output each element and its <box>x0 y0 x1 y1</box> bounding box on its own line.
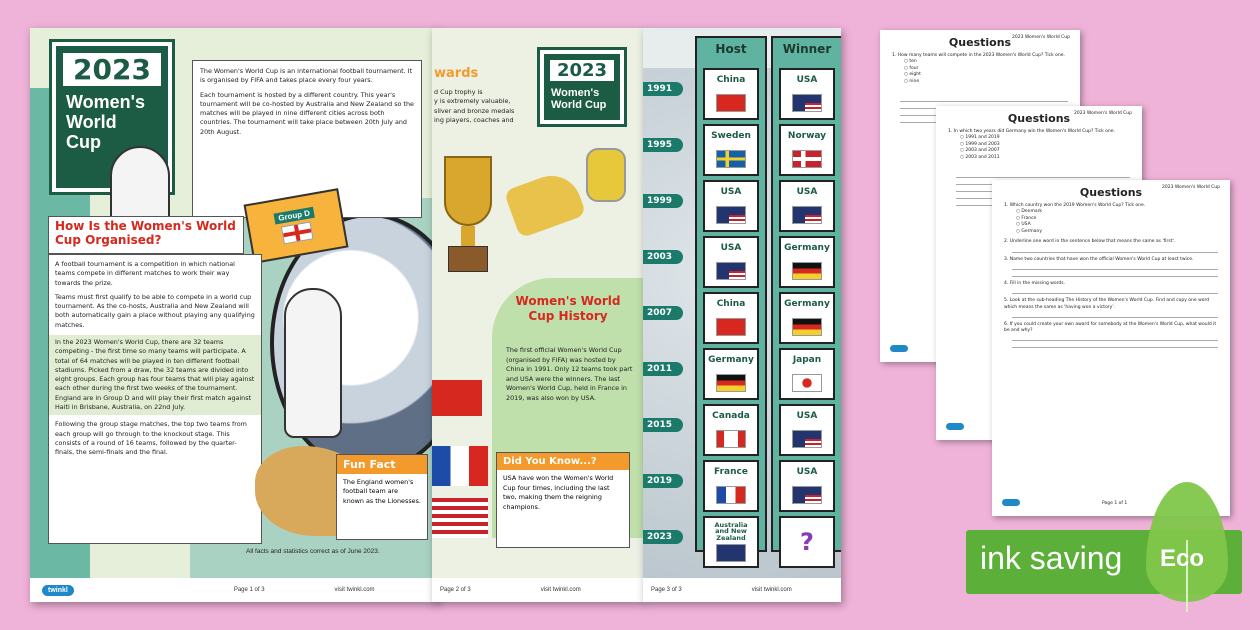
question-text: 1. Which country won the 2019 Women's World Cup? Tick one. <box>1004 203 1146 208</box>
host-name: USA <box>720 187 742 198</box>
page-footer <box>30 578 438 602</box>
player-illustration <box>110 146 170 226</box>
host-name: Canada <box>712 411 750 422</box>
usa-flag-icon <box>792 486 822 504</box>
year-label: 1999 <box>643 194 683 208</box>
year-label: 2015 <box>643 418 683 432</box>
section-heading: How Is the Women's World Cup Organised? <box>55 219 236 247</box>
sheet-subtitle: 2023 Women's World Cup <box>1073 111 1132 116</box>
question-text: 1. In which two years did Germany win the Women's World Cup? Tick one. <box>948 129 1115 134</box>
winner-cell <box>779 180 835 232</box>
gloves-icon <box>586 148 626 202</box>
host-name: China <box>716 75 746 86</box>
answer-option[interactable]: ○ eight <box>904 72 1068 79</box>
organised-text-box <box>48 254 262 544</box>
winner-cell <box>779 460 835 512</box>
year-label: 2003 <box>643 250 683 264</box>
awards-line: y is extremely valuable, <box>434 97 511 106</box>
highlight-paragraph: In the 2023 Women's World Cup, there are 32 teams competing - the first time so many teams will participate. A total of 64 matches will be played in ten different football stadiums. Picked from a draw, the 32 teams are divided into eight groups. Each group has four teams that will play against each other during the first two weeks of the tournament. England are in Group D and will play their first match against Haiti in Brisbane, Australia, on 22nd July. <box>49 335 261 415</box>
answer-option[interactable]: ○ ten <box>904 59 1068 66</box>
host-name: Germany <box>708 355 754 366</box>
section-heading-box <box>48 216 244 254</box>
title-line: Cup <box>66 131 101 152</box>
winner-name: ? <box>800 528 814 556</box>
answer-option[interactable]: ○ Germany <box>1016 229 1218 236</box>
question-text: 6. If you could create your own award for somebody at the Women's World Cup, what would it be and why? <box>1004 321 1217 334</box>
usa-flag-icon <box>716 206 746 224</box>
awards-line: d Cup trophy is <box>434 88 483 96</box>
usa-flag-icon <box>792 206 822 224</box>
usa-flag-icon <box>716 262 746 280</box>
host-cell <box>703 180 759 232</box>
year-label: 2019 <box>643 474 683 488</box>
winner-header: Winner <box>782 42 832 56</box>
question-text: 4. Fill in the missing words. <box>1004 280 1066 286</box>
winner-name: Germany <box>784 299 830 310</box>
twinkl-logo <box>1002 499 1020 506</box>
winner-cell <box>779 404 835 456</box>
ticket-label: Group D <box>274 207 315 225</box>
sheet-subtitle: 2023 Women's World Cup <box>1161 185 1220 190</box>
question-text: 1. How many teams will compete in the 2023 Women's World Cup? Tick one. <box>892 53 1065 58</box>
year-label: 2023 <box>643 530 683 544</box>
twinkl-logo <box>946 423 964 430</box>
host-cell <box>703 124 759 176</box>
host-cell <box>703 460 759 512</box>
awards-line: ing players, coaches and <box>434 115 514 124</box>
year-label: 2007 <box>643 306 683 320</box>
winner-name: Norway <box>787 131 827 142</box>
answer-line[interactable] <box>1012 341 1218 348</box>
winner-name: USA <box>796 187 818 198</box>
title-line: World <box>66 111 117 132</box>
did-you-know-box <box>496 452 630 548</box>
year-label: 1991 <box>643 82 683 96</box>
sweden-flag-icon <box>716 150 746 168</box>
host-cell <box>703 292 759 344</box>
england-flag-icon <box>281 221 314 244</box>
host-name: USA <box>720 243 742 254</box>
answer-option[interactable]: ○ Denmark <box>1016 209 1218 216</box>
china-flag-icon <box>716 94 746 112</box>
winner-cell <box>779 124 835 176</box>
page-number: Page 1 of 1 <box>1102 501 1128 506</box>
page-number: Page 1 of 3 <box>233 587 265 593</box>
body-paragraph: A football tournament is a competition in which national teams compete in different matches to work their way towards the prize. <box>55 260 235 287</box>
winner-cell <box>779 348 835 400</box>
body-paragraph: Teams must first qualify to be able to compete in a world cup tournament. As the co-hosts, Australia and New Zealand will both automatically gain a place without playing any qualifying matches. <box>55 292 255 329</box>
germany-flag-icon <box>792 262 822 280</box>
answer-option[interactable]: ○ 1999 and 2003 <box>960 142 1130 149</box>
china-flag-icon <box>432 380 482 416</box>
germany-flag-icon <box>716 374 746 392</box>
question-text: 2. Underline one word in the sentence below that means the same as 'first'. <box>1004 239 1176 245</box>
year-label: 2011 <box>643 362 683 376</box>
title-year: 2023 <box>547 57 617 84</box>
usa-flag-icon <box>432 498 488 538</box>
did-you-know-title: Did You Know...? <box>497 453 629 470</box>
france-flag-icon <box>716 486 746 504</box>
trophy-icon <box>444 156 492 280</box>
eco-label: Eco <box>1160 545 1205 572</box>
facts-note: All facts and statistics correct as of June 2023. <box>246 548 380 555</box>
host-name: China <box>716 299 746 310</box>
answer-option[interactable]: ○ four <box>904 66 1068 73</box>
canada-flag-icon <box>716 430 746 448</box>
answer-line[interactable] <box>1012 246 1218 253</box>
sheet-title: Questions <box>1007 112 1071 125</box>
host-name: Australia and New Zealand <box>714 520 748 542</box>
answer-option[interactable]: ○ France <box>1016 216 1218 223</box>
answer-line[interactable] <box>1012 287 1218 294</box>
intro-paragraph: Each tournament is hosted by a different country. This year's tournament will be co-hosted by Australia and New Zealand so the matches will be played in nine different cities across both countries. The tournament will take place between 20th July and 20th August. <box>200 90 414 136</box>
host-name: France <box>714 467 748 478</box>
did-you-know-text: USA have won the Women's World Cup four times, including the last two, making them the reigning champions. <box>503 474 614 511</box>
germany-flag-icon <box>792 318 822 336</box>
awards-line: silver and bronze medals <box>434 106 515 115</box>
sheet-title: Questions <box>948 36 1012 49</box>
winner-name: USA <box>796 411 818 422</box>
title-line: World Cup <box>551 99 607 111</box>
usa-flag-icon <box>792 94 822 112</box>
fun-fact-text: The England women's football team are known as the Lionesses. <box>343 478 421 505</box>
player-illustration <box>284 288 342 438</box>
history-heading: Women's World Cup History <box>515 294 621 323</box>
title-box <box>540 50 624 124</box>
answer-option[interactable]: ○ nine <box>904 79 1068 86</box>
page-footer <box>643 578 841 602</box>
winner-cell <box>779 236 835 288</box>
boot-icon <box>504 168 587 239</box>
japan-flag-icon <box>792 374 822 392</box>
worksheet-page-1 <box>30 28 438 602</box>
site-link: visit twinkl.com <box>540 587 581 593</box>
answer-line[interactable] <box>1012 311 1218 318</box>
answer-option[interactable]: ○ 2003 and 2011 <box>960 155 1130 162</box>
page-footer <box>432 578 644 602</box>
host-header: Host <box>715 42 747 56</box>
fun-fact-box <box>336 454 428 540</box>
ink-saving-label: ink saving <box>980 540 1123 576</box>
worksheet-page-2 <box>432 28 644 602</box>
page-number: Page 3 of 3 <box>651 587 682 593</box>
aus-nz-flag-icon <box>716 544 746 562</box>
china-flag-icon <box>716 318 746 336</box>
winner-name: Japan <box>792 355 822 366</box>
winner-name: USA <box>796 467 818 478</box>
site-link: visit twinkl.com <box>334 587 375 593</box>
host-cell <box>703 404 759 456</box>
title-line: Women's <box>66 92 145 112</box>
answer-line[interactable] <box>1012 263 1218 270</box>
usa-flag-icon <box>792 430 822 448</box>
norway-flag-icon <box>792 150 822 168</box>
sheet-subtitle: 2023 Women's World Cup <box>1011 35 1070 40</box>
title-line: Women's <box>551 87 600 99</box>
twinkl-logo <box>890 345 908 352</box>
host-cell <box>703 516 759 568</box>
winner-cell <box>779 516 835 568</box>
worksheet-page-3 <box>643 28 841 602</box>
history-text: The first official Women's World Cup (organised by FIFA) was hosted by China in 1991. Only 12 teams took part and USA were the winners. The last Women's World Cup, held in France in 2019, was also won by USA. <box>506 346 633 403</box>
awards-text <box>434 88 514 125</box>
answer-line[interactable] <box>1012 270 1218 277</box>
france-flag-icon <box>432 446 488 486</box>
host-cell <box>703 348 759 400</box>
answer-line[interactable] <box>1012 334 1218 341</box>
answer-option[interactable]: ○ 2003 and 2007 <box>960 148 1130 155</box>
body-paragraph: Following the group stage matches, the top two teams from each group will go through to the knockout stage. This consists of a round of 16 teams, followed by the quarter-finals, the semi-finals and the final. <box>55 420 247 457</box>
sheet-title: Questions <box>1079 186 1143 199</box>
host-cell <box>703 68 759 120</box>
page-number: Page 2 of 3 <box>440 587 471 593</box>
title-year: 2023 <box>60 50 164 89</box>
year-label: 1995 <box>643 138 683 152</box>
answer-option[interactable]: ○ 1991 and 2019 <box>960 135 1130 142</box>
question-text: 3. Name two countries that have won the official Women's World Cup at least twice. <box>1004 256 1194 262</box>
twinkl-logo: twinkl <box>42 585 74 596</box>
fun-fact-title: Fun Fact <box>337 455 427 474</box>
site-link: visit twinkl.com <box>751 587 792 593</box>
question-sheet-3 <box>992 180 1230 516</box>
winner-cell <box>779 68 835 120</box>
host-cell <box>703 236 759 288</box>
intro-paragraph: The Women's World Cup is an international football tournament. It is organised by FIFA and takes place every four years. <box>200 67 413 85</box>
host-name: Sweden <box>711 131 751 142</box>
winner-cell <box>779 292 835 344</box>
awards-heading: wards <box>434 66 479 81</box>
answer-option[interactable]: ○ USA <box>1016 222 1218 229</box>
winner-name: Germany <box>784 243 830 254</box>
question-text: 5. Look at the sub-heading The History of the Women's World Cup. Find and copy one word which means the same as 'having won a victory'. <box>1004 298 1210 310</box>
winner-name: USA <box>796 75 818 86</box>
